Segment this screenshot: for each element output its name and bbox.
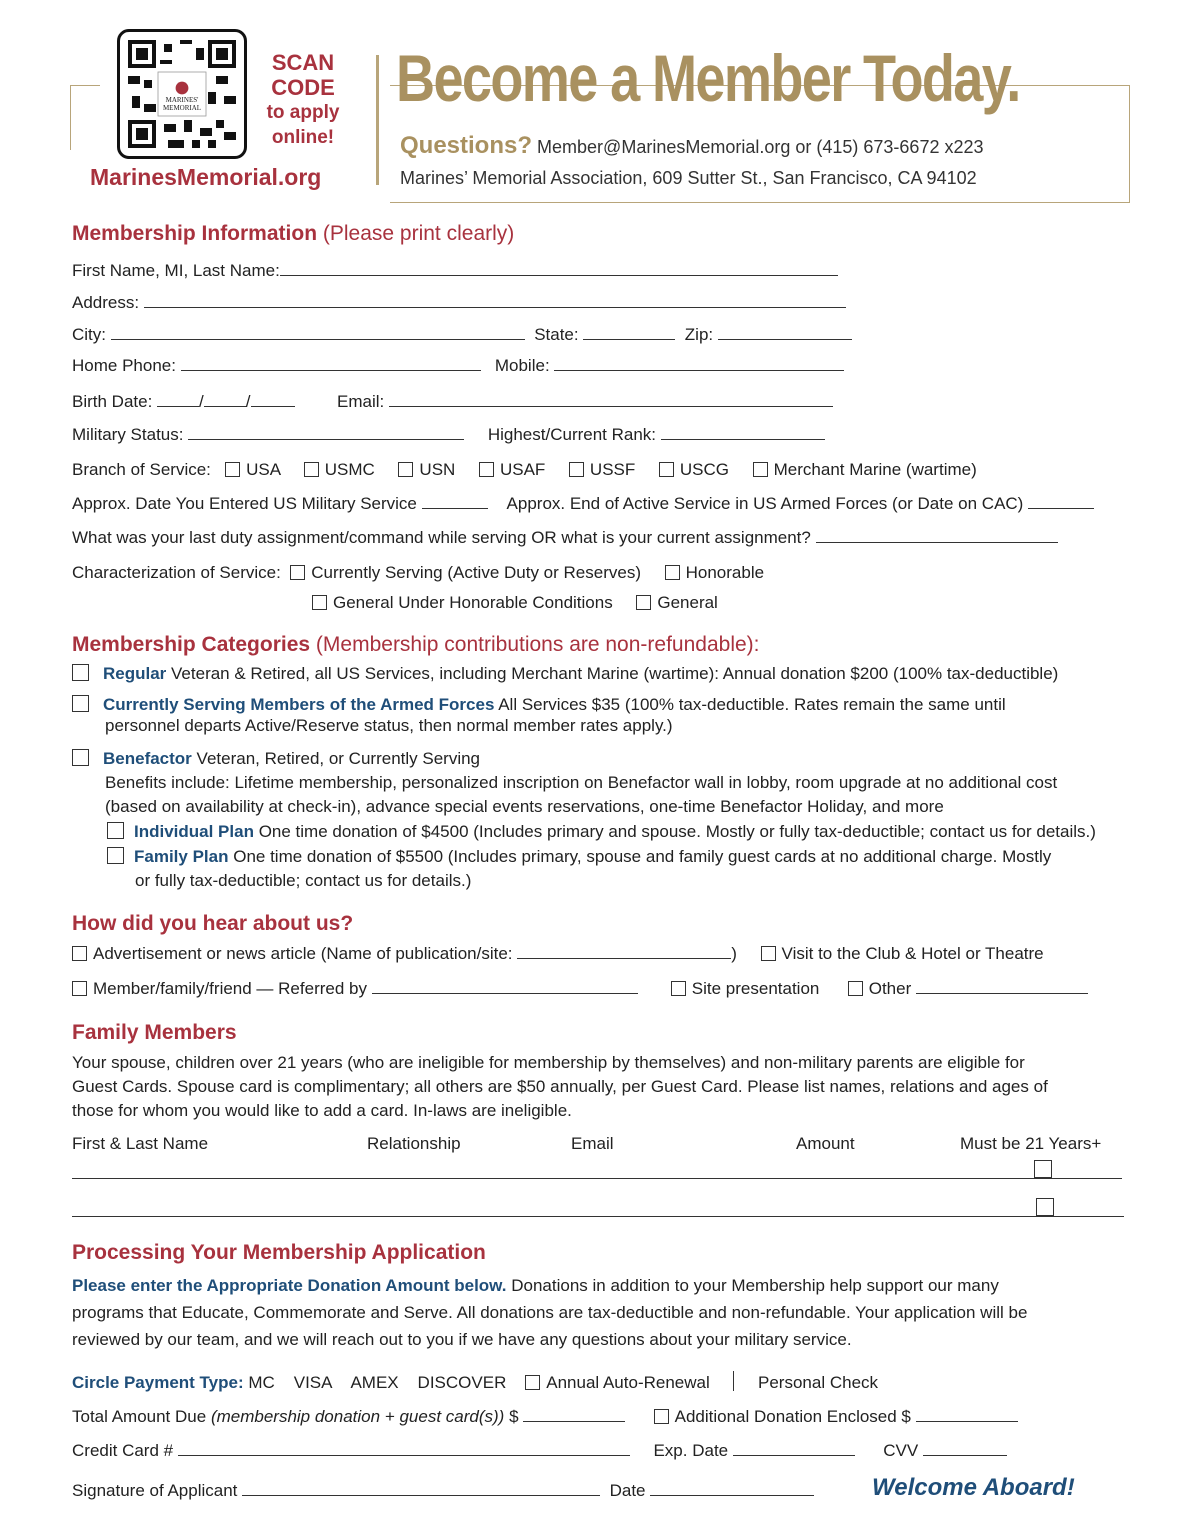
branch-checkbox[interactable]: [304, 462, 319, 477]
contact-info[interactable]: Member@MarinesMemorial.org or (415) 673-6672 x223: [537, 137, 984, 157]
branch-checkbox[interactable]: [225, 462, 240, 477]
auto-renew-checkbox[interactable]: [525, 1375, 540, 1390]
benefactor-option[interactable]: Benefactor Veteran, Retired, or Currently Serving: [72, 749, 480, 769]
additional-field[interactable]: [916, 1407, 1018, 1422]
regular-option[interactable]: Regular Veteran & Retired, all US Services, including Merchant Marine (wartime): Annual donation $200 (100% tax-deductible): [72, 664, 1058, 684]
scan-prompt: [258, 50, 348, 150]
city-state-zip-fields[interactable]: [72, 325, 852, 345]
payment-option[interactable]: DISCOVER: [417, 1373, 507, 1392]
serving-text: personnel departs Active/Reserve status, then normal member rates apply.): [105, 716, 673, 735]
military-status-fields[interactable]: [72, 425, 825, 445]
hear-row-1: Advertisement or news article (Name of publication/site: ) Visit to the Club & Hotel or Theatre: [72, 944, 1044, 964]
characterization-row-2: General Under Honorable Conditions General: [312, 593, 718, 613]
total-field[interactable]: [523, 1407, 625, 1422]
name-field[interactable]: [72, 261, 838, 281]
hear-row-2: Member/family/friend — Referred by Site presentation Other: [72, 979, 1088, 999]
scan-line: CODE: [271, 75, 335, 100]
welcome-message: Welcome Aboard!: [872, 1474, 1075, 1501]
processing-text: programs that Educate, Commemorate and Serve. All donations are tax-deductible and non-refundable. Your application will be: [72, 1303, 1028, 1322]
col-age: Must be 21 Years+: [960, 1134, 1102, 1153]
birth-email-fields[interactable]: Birth Date: / / Email:: [72, 392, 833, 412]
family-text: Guest Cards. Spouse card is complimentary; all others are $50 annually, per Guest Card. Please list names, relations and ages of: [72, 1077, 1048, 1096]
ad-field[interactable]: [517, 944, 731, 959]
branch-checkbox[interactable]: [479, 462, 494, 477]
scan-line: online!: [271, 127, 335, 148]
total-row: Total Amount Due (membership donation + guest card(s)) $ Additional Donation Enclosed $: [72, 1407, 1018, 1427]
website-link[interactable]: MarinesMemorial.org: [90, 164, 322, 190]
service-dates-fields[interactable]: [72, 494, 1094, 514]
family-row-line[interactable]: [72, 1216, 1124, 1217]
association-address: Marines’ Memorial Association, 609 Sutter St., San Francisco, CA 94102: [400, 168, 977, 188]
qr-logo: MARINES' MEMORIAL: [162, 96, 202, 112]
branch-label: Branch of Service:: [72, 460, 211, 479]
payment-type-row: Circle Payment Type: MC VISA AMEX DISCOVER Annual Auto-Renewal Personal Check: [72, 1373, 879, 1392]
city-label: City:: [72, 325, 106, 344]
other-field[interactable]: [916, 979, 1088, 994]
end-label: Approx. End of Active Service in US Armed Forces (or Date on CAC): [506, 494, 1024, 513]
military-status-label: Military Status:: [72, 425, 184, 444]
payment-option[interactable]: VISA: [293, 1373, 332, 1392]
email-label: Email:: [337, 392, 385, 411]
duty-label: What was your last duty assignment/command while serving OR what is your current assignment?: [72, 528, 811, 547]
payment-option[interactable]: Personal Check: [758, 1373, 879, 1392]
categories-heading: Membership Categories (Membership contributions are non-refundable):: [72, 633, 760, 656]
rank-label: Highest/Current Rank:: [487, 425, 657, 444]
scan-line: to apply: [266, 102, 340, 123]
other-checkbox[interactable]: [848, 981, 863, 996]
contact-line: [400, 132, 984, 160]
scan-line: SCAN: [271, 50, 335, 75]
col-email: Email: [571, 1134, 614, 1153]
regular-checkbox[interactable]: [72, 664, 89, 681]
branch-checkbox[interactable]: [569, 462, 584, 477]
payment-option[interactable]: MC: [248, 1373, 275, 1392]
questions-label: Questions?: [400, 132, 533, 159]
membership-info-heading: Membership Information (Please print clearly): [72, 222, 515, 245]
family-row-line[interactable]: [72, 1178, 1122, 1179]
cvv-field[interactable]: [923, 1441, 1007, 1456]
address-field[interactable]: [72, 293, 846, 313]
benefits-text: (based on availability at check-in), advance special events reservations, one-time Benefactor Holiday, and more: [105, 797, 944, 816]
visit-checkbox[interactable]: [761, 946, 776, 961]
entered-label: Approx. Date You Entered US Military Service: [72, 494, 417, 513]
family-text: those for whom you would like to add a card. In-laws are ineligible.: [72, 1101, 572, 1120]
payment-divider: [733, 1371, 734, 1391]
characterization-label: Characterization of Service:: [72, 563, 281, 582]
referred-field[interactable]: [372, 979, 638, 994]
col-amount: Amount: [796, 1134, 855, 1153]
char-checkbox[interactable]: [665, 565, 680, 580]
age-checkbox[interactable]: [1034, 1160, 1052, 1178]
benefactor-checkbox[interactable]: [72, 749, 89, 766]
payment-label: Circle Payment Type:: [72, 1373, 244, 1392]
card-field[interactable]: [178, 1441, 630, 1456]
char-checkbox[interactable]: [636, 595, 651, 610]
col-relationship: Relationship: [367, 1134, 461, 1153]
header-divider: [376, 55, 379, 185]
site-checkbox[interactable]: [671, 981, 686, 996]
mobile-label: Mobile:: [494, 356, 550, 375]
family-plan-option[interactable]: Family Plan One time donation of $5500 (Includes primary, spouse and family guest cards at no additional charge. Mostly: [107, 847, 1051, 867]
signature-row: Signature of Applicant Date: [72, 1481, 814, 1501]
zip-label: Zip:: [684, 325, 714, 344]
qr-code[interactable]: [117, 29, 247, 159]
ad-checkbox[interactable]: [72, 946, 87, 961]
family-checkbox[interactable]: [107, 847, 124, 864]
qr-pattern: [128, 40, 236, 148]
branch-checkbox[interactable]: [659, 462, 674, 477]
additional-checkbox[interactable]: [654, 1409, 669, 1424]
phone-fields[interactable]: [72, 356, 844, 376]
processing-text: reviewed by our team, and we will reach out to you if we have any questions about your military service.: [72, 1330, 852, 1349]
signature-field[interactable]: [242, 1481, 600, 1496]
serving-option[interactable]: Currently Serving Members of the Armed Forces All Services $35 (100% tax-deductible. Rates remain the same until: [72, 695, 1006, 715]
family-heading: Family Members: [72, 1021, 237, 1044]
branch-checkbox[interactable]: [753, 462, 768, 477]
family-text: Your spouse, children over 21 years (who are ineligible for membership by themselves) and non-military parents are eligible for: [72, 1053, 1025, 1072]
family-plan-text: or fully tax-deductible; contact us for details.): [135, 871, 472, 890]
payment-option[interactable]: AMEX: [350, 1373, 399, 1392]
col-name: First & Last Name: [72, 1134, 209, 1153]
address-label: Address:: [72, 293, 140, 312]
char-checkbox[interactable]: [290, 565, 305, 580]
duty-assignment-field[interactable]: [72, 528, 1058, 548]
individual-checkbox[interactable]: [107, 822, 124, 839]
characterization-of-service: Characterization of Service: Currently Serving (Active Duty or Reserves) Honorable: [72, 563, 765, 582]
individual-plan-option[interactable]: Individual Plan One time donation of $4500 (Includes primary and spouse. Mostly or fully tax-deductible; contact us for details.): [107, 822, 1096, 842]
char-checkbox[interactable]: [312, 595, 327, 610]
serving-checkbox[interactable]: [72, 695, 89, 712]
date-field[interactable]: [650, 1481, 814, 1496]
branch-checkbox[interactable]: [398, 462, 413, 477]
member-checkbox[interactable]: [72, 981, 87, 996]
benefits-text: Benefits include: Lifetime membership, personalized inscription on Benefactor wall in lobby, room upgrade at no additional cost: [105, 773, 1058, 792]
state-label: State:: [534, 325, 579, 344]
card-row: Credit Card # Exp. Date CVV: [72, 1441, 1007, 1461]
branch-of-service: Branch of Service: USA USMC USN USAF USSF USCG Merchant Marine (wartime): [72, 460, 977, 479]
name-label: First Name, MI, Last Name:: [72, 261, 280, 280]
hear-heading: How did you hear about us?: [72, 912, 354, 935]
page-title: Become a Member Today.: [396, 41, 1020, 115]
age-checkbox[interactable]: [1036, 1198, 1054, 1216]
processing-heading: Processing Your Membership Application: [72, 1241, 486, 1264]
home-phone-label: Home Phone:: [72, 356, 176, 375]
processing-text: Please enter the Appropriate Donation Amount below. Donations in addition to your Membership help support our many: [72, 1276, 999, 1295]
exp-field[interactable]: [733, 1441, 855, 1456]
birth-date-label: Birth Date:: [72, 392, 153, 411]
